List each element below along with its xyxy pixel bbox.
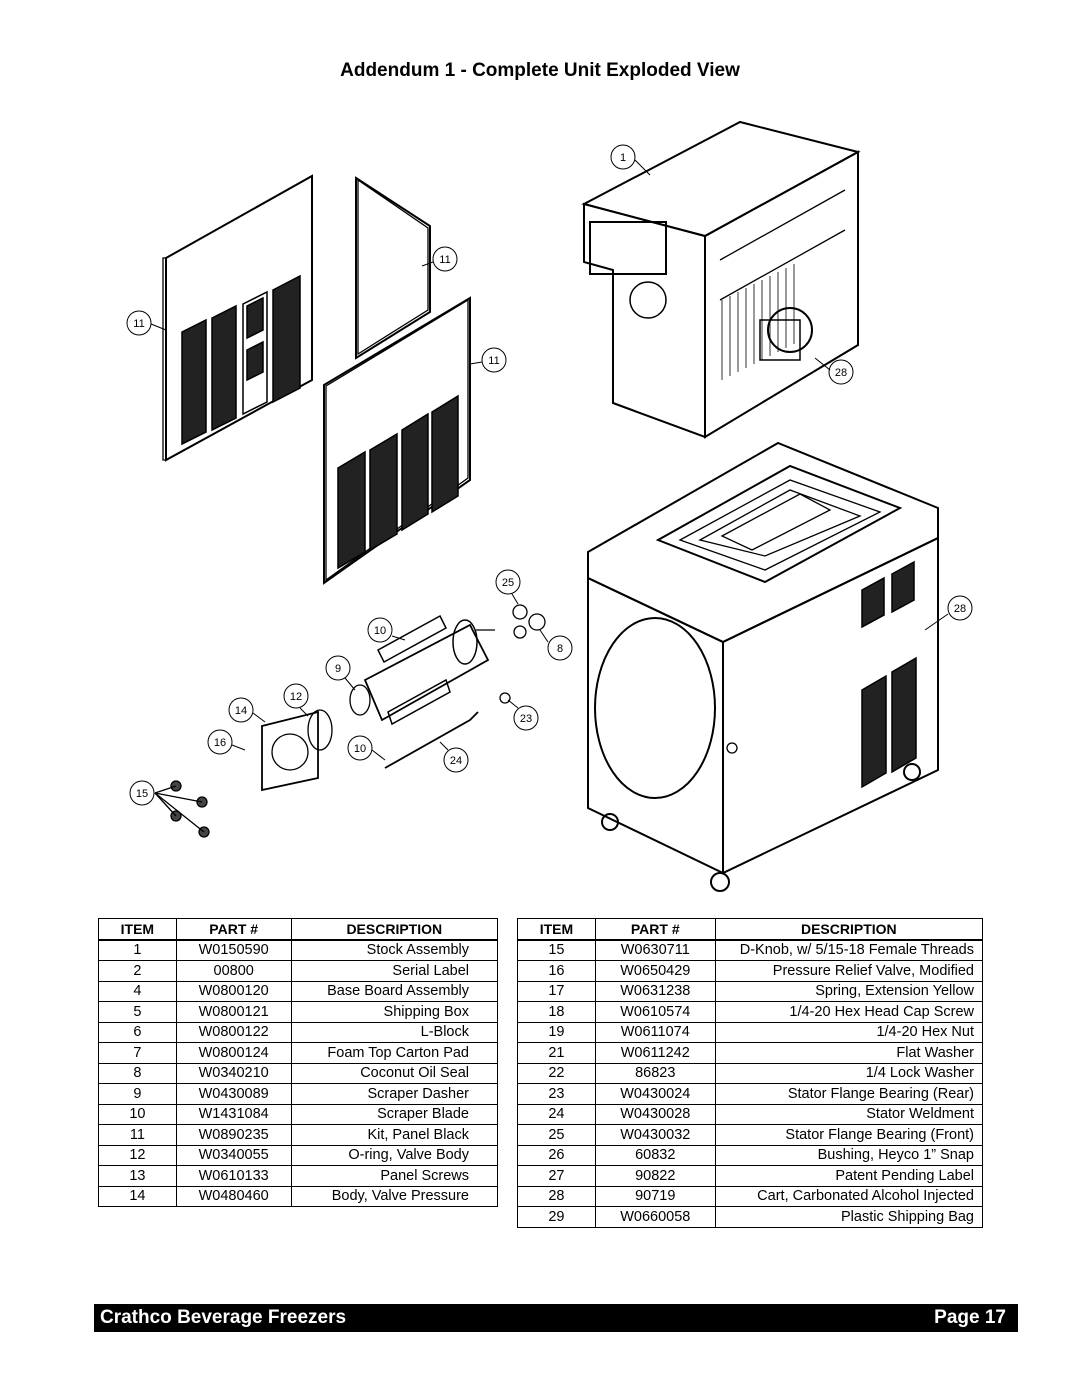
part-number-cell: W1431084 [176,1104,291,1125]
description-cell: Plastic Shipping Bag [715,1207,982,1228]
part-number-cell: W0630711 [595,940,715,961]
item-cell: 29 [518,1207,596,1228]
table-row [518,1145,983,1166]
callout: 24 [449,755,463,767]
description-cell: Base Board Assembly [291,981,497,1002]
item-cell: 6 [99,1022,177,1043]
table-row [518,961,983,982]
item-cell: 17 [518,981,596,1002]
part-number-cell: W0890235 [176,1125,291,1146]
item-cell: 15 [518,940,596,961]
description-cell: Foam Top Carton Pad [291,1043,497,1064]
table-row [518,1104,983,1125]
table-row [518,1186,983,1207]
parts-table-right [517,918,983,1228]
table-row [99,1002,498,1023]
callout: 16 [213,737,227,749]
item-cell: 8 [99,1063,177,1084]
part-number-cell: W0480460 [176,1186,291,1207]
callout: 25 [501,577,515,589]
description-cell: Flat Washer [715,1043,982,1064]
table-row [99,1166,498,1187]
item-cell: 24 [518,1104,596,1125]
table-row [518,1002,983,1023]
item-cell: 26 [518,1145,596,1166]
description-cell: Cart, Carbonated Alcohol Injected [715,1186,982,1207]
description-cell: Spring, Extension Yellow [715,981,982,1002]
cart-vents [862,562,916,787]
table-row [518,981,983,1002]
item-cell: 5 [99,1002,177,1023]
part-number-cell: W0800122 [176,1022,291,1043]
part-number-cell: W0800124 [176,1043,291,1064]
table-body [518,940,983,1228]
part-number-cell: W0631238 [595,981,715,1002]
cart-base [588,443,938,891]
footer-brand: Crathco Beverage Freezers [100,1307,347,1328]
footer-bar [94,1304,1018,1332]
description-cell: Stock Assembly [291,940,497,961]
side-panel-right [324,298,470,583]
callout: 28 [834,367,848,379]
item-cell: 18 [518,1002,596,1023]
part-number-cell: W0660058 [595,1207,715,1228]
part-number-cell: W0800121 [176,1002,291,1023]
column-header: PART # [595,919,715,940]
table-row [518,1043,983,1064]
part-number-cell: W0340055 [176,1145,291,1166]
callout-markers [127,145,972,805]
table-row [518,1207,983,1228]
table-row [99,940,498,961]
part-number-cell: W0430032 [595,1125,715,1146]
part-number-cell: W0611242 [595,1043,715,1064]
description-cell: L-Block [291,1022,497,1043]
table-row [99,1145,498,1166]
description-cell: Kit, Panel Black [291,1125,497,1146]
part-number-cell: 86823 [595,1063,715,1084]
description-cell: Patent Pending Label [715,1166,982,1187]
callout: 28 [953,603,967,615]
part-number-cell: W0650429 [595,961,715,982]
description-cell: Coconut Oil Seal [291,1063,497,1084]
part-number-cell: W0430024 [595,1084,715,1105]
table-row [518,1063,983,1084]
description-cell: Bushing, Heyco 1” Snap [715,1145,982,1166]
description-cell: Panel Screws [291,1166,497,1187]
item-cell: 1 [99,940,177,961]
callout: 15 [135,788,149,800]
table-row [99,961,498,982]
column-header: PART # [176,919,291,940]
back-panel [356,178,430,358]
table-row [99,1125,498,1146]
column-header: ITEM [99,919,177,940]
description-cell: Stator Flange Bearing (Rear) [715,1084,982,1105]
page-title: Addendum 1 - Complete Unit Exploded View [340,60,740,81]
column-header: ITEM [518,919,596,940]
part-number-cell: W0610574 [595,1002,715,1023]
item-cell: 21 [518,1043,596,1064]
part-number-cell: 90719 [595,1186,715,1207]
callout: 11 [133,318,145,330]
column-header: DESCRIPTION [291,919,497,940]
callout: 14 [234,705,248,717]
description-cell: 1/4 Lock Washer [715,1063,982,1084]
item-cell: 27 [518,1166,596,1187]
description-cell: Serial Label [291,961,497,982]
table-row [518,1022,983,1043]
item-cell: 11 [99,1125,177,1146]
item-cell: 25 [518,1125,596,1146]
table-row [518,1166,983,1187]
item-cell: 12 [99,1145,177,1166]
table-body [99,940,498,1207]
table-row [518,1125,983,1146]
callout: 8 [556,643,564,655]
part-number-cell: W0150590 [176,940,291,961]
description-cell: Scraper Blade [291,1104,497,1125]
item-cell: 4 [99,981,177,1002]
table-row [99,1022,498,1043]
part-number-cell: W0610133 [176,1166,291,1187]
description-cell: Scraper Dasher [291,1084,497,1105]
column-header: DESCRIPTION [715,919,982,940]
description-cell: D-Knob, w/ 5/15-18 Female Threads [715,940,982,961]
table-row [99,981,498,1002]
description-cell: Shipping Box [291,1002,497,1023]
item-cell: 10 [99,1104,177,1125]
part-number-cell: 90822 [595,1166,715,1187]
table-row [99,1104,498,1125]
vent-louvers-right [338,396,458,568]
part-number-cell: W0611074 [595,1022,715,1043]
callout: 10 [353,743,367,755]
table-row [99,1043,498,1064]
part-number-cell: 60832 [595,1145,715,1166]
dasher-assembly [155,605,545,837]
callout: 11 [439,254,451,266]
callout: 12 [289,691,303,703]
callout: 10 [373,625,387,637]
table-row [99,1084,498,1105]
parts-table-left [98,918,498,1207]
part-number-cell: W0340210 [176,1063,291,1084]
description-cell: Stator Flange Bearing (Front) [715,1125,982,1146]
page-number: Page 17 [934,1307,1006,1328]
item-cell: 9 [99,1084,177,1105]
table-row [99,1186,498,1207]
table-row [518,1084,983,1105]
table-row [99,1063,498,1084]
item-cell: 2 [99,961,177,982]
item-cell: 16 [518,961,596,982]
side-panel-left [163,176,312,460]
description-cell: 1/4-20 Hex Nut [715,1022,982,1043]
description-cell: O-ring, Valve Body [291,1145,497,1166]
item-cell: 14 [99,1186,177,1207]
table-row [518,940,983,961]
part-number-cell: W0800120 [176,981,291,1002]
item-cell: 7 [99,1043,177,1064]
part-number-cell: W0430089 [176,1084,291,1105]
callout: 11 [488,355,500,367]
description-cell: Stator Weldment [715,1104,982,1125]
part-number-cell: 00800 [176,961,291,982]
item-cell: 23 [518,1084,596,1105]
item-cell: 22 [518,1063,596,1084]
description-cell: Pressure Relief Valve, Modified [715,961,982,982]
callout-labels [133,152,966,800]
callout: 9 [334,663,342,675]
description-cell: 1/4-20 Hex Head Cap Screw [715,1002,982,1023]
part-number-cell: W0430028 [595,1104,715,1125]
callout: 1 [619,152,627,164]
item-cell: 19 [518,1022,596,1043]
description-cell: Body, Valve Pressure [291,1186,497,1207]
callout: 23 [519,713,533,725]
item-cell: 13 [99,1166,177,1187]
item-cell: 28 [518,1186,596,1207]
